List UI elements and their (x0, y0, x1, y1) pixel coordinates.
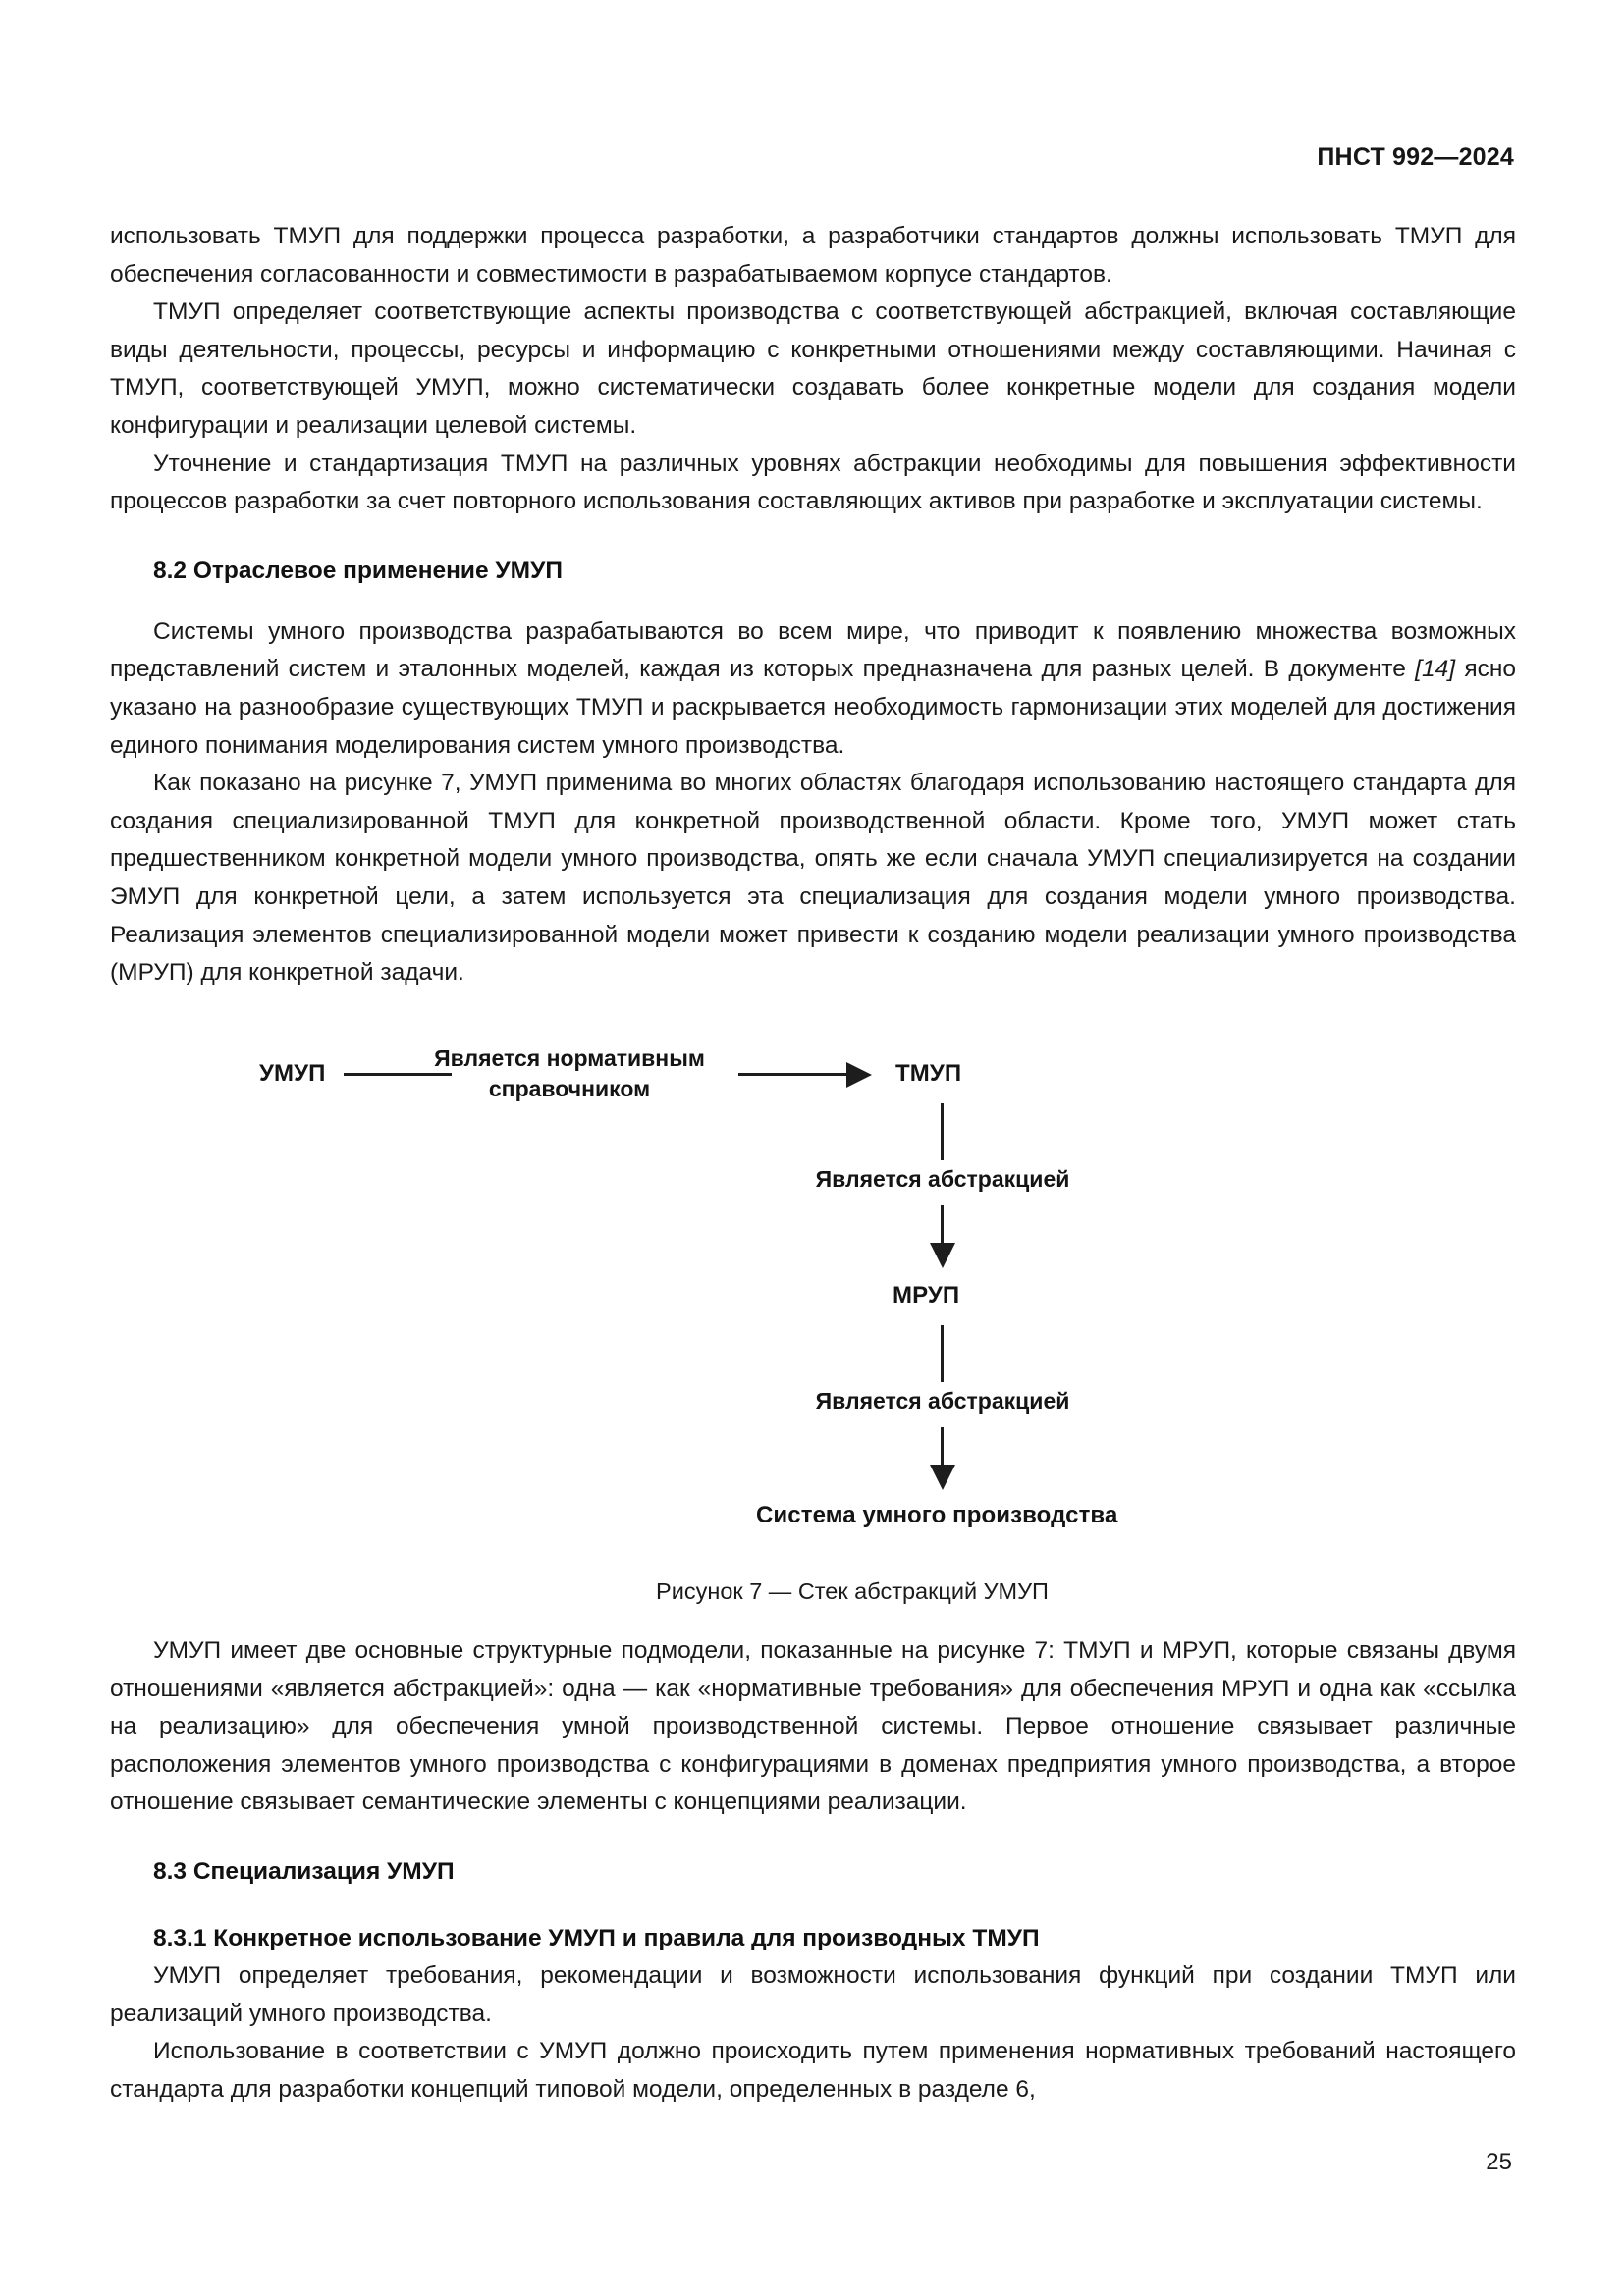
diagram-edge-label-normative (412, 1043, 727, 1104)
diagram-edge-label-abstraction-2: Является абстракцией (815, 1388, 1070, 1414)
diagram-node-umup: УМУП (259, 1060, 326, 1087)
diagram-arrowhead-to-mrup (930, 1243, 955, 1268)
paragraph-tmup-definition: ТМУП определяет соответствующие аспекты производства с соответствующей абстракцией, включая составляющие виды деятельности, процессы, ресурсы и информацию с конкретными отношениями между составляющими. Начиная с ТМУП, соответствующей УМУП, можно систематически создавать более конкретные модели для создания модели конфигурации и реализации целевой системы. (110, 298, 1516, 439)
paragraph-figure7-reference: Как показано на рисунке 7, УМУП применима во многих областях благодаря использованию настоящего стандарта для создания специализированной ТМУП для конкретной производственной области. Кроме того, УМУП может стать предшественником конкретной модели умного производства, опять же если сначала УМУП специализируется на создании ЭМУП для конкретной цели, а затем используется эта специализация для создания модели умного производства. Реализация элементов специализированной модели может привести к созданию модели реализации умного производства (МРУП) для конкретной задачи. (110, 770, 1516, 987)
figure-caption: Рисунок 7 — Стек абстракций УМУП (656, 1578, 1049, 1604)
main-text-column-lower (110, 1632, 1516, 2109)
main-text-column-upper (110, 218, 1516, 992)
section-heading-8-3: 8.3 Специализация УМУП (153, 1857, 455, 1885)
paragraph-umup-submodels: УМУП имеет две основные структурные подмодели, показанные на рисунке 7: ТМУП и МРУП, которые связаны двумя отношениями «является абстракцией»: одна — как «нормативные требования» для обеспечения МРУП и одна как «ссылка на реализацию» для обеспечения умной производственной системы. Первое отношение связывает различные расположения элементов умного производства с конфигурациями в доменах предприятия умного производства, а второе отношение связывает семантические элементы с концепциями реализации. (110, 1637, 1516, 1816)
paragraph-smart-manufacturing-systems (110, 614, 1516, 765)
diagram-arrowhead-to-tmup (846, 1062, 872, 1088)
paragraph-text-part-1: Системы умного производства разрабатываются во всем мире, что приводит к появлению множества возможных представлений систем и эталонных моделей, каждая из которых предназначена для разных целей. В документе (110, 617, 1516, 683)
diagram-node-smart-manufacturing-system: Система умного производства (756, 1502, 1118, 1528)
diagram-arrowhead-to-system (930, 1465, 955, 1490)
figure-diagram-canvas (149, 1019, 1555, 1528)
bibliography-reference: [14] (1415, 656, 1456, 683)
document-header-standard-id: ПНСТ 992—2024 (1317, 143, 1514, 171)
diagram-connector-tmup-to-label1 (941, 1103, 944, 1160)
paragraph-continuation: использовать ТМУП для поддержки процесса разработки, а разработчики стандартов должны использовать ТМУП для обеспечения согласованности и совместимости в разрабатываемом корпусе стандартов. (110, 223, 1516, 288)
paragraph-text-part-2: ясно указано на разнообразие существующих ТМУП и раскрывается необходимость гармонизации этих моделей для достижения единого понимания моделирования систем умного производства. (110, 656, 1516, 759)
edge-label-line-1: Является нормативным (434, 1045, 705, 1071)
section-heading-8-2: 8.2 Отраслевое применение УМУП (153, 557, 563, 584)
paragraph-refinement: Уточнение и стандартизация ТМУП на различных уровнях абстракции необходимы для повышения эффективности процессов разработки за счет повторного использования составляющих активов при разработке и эксплуатации системы. (110, 450, 1516, 515)
edge-label-line-2: справочником (488, 1076, 651, 1101)
section-heading-8-3-1: 8.3.1 Конкретное использование УМУП и правила для производных ТМУП (153, 1924, 1040, 1951)
diagram-node-mrup: МРУП (893, 1282, 960, 1308)
paragraph-umup-requirements: УМУП определяет требования, рекомендации и возможности использования функций при создании ТМУП или реализаций умного производства. (110, 1961, 1516, 2027)
page-number: 25 (1486, 2149, 1512, 2175)
diagram-connector-mrup-to-label2 (941, 1325, 944, 1382)
diagram-node-tmup: ТМУП (895, 1060, 962, 1087)
diagram-edge-label-abstraction-1: Является абстракцией (815, 1166, 1070, 1192)
diagram-connector-line-right (738, 1073, 848, 1076)
figure-7-abstraction-stack (149, 1019, 1555, 1604)
paragraph-usage-conformance: Использование в соответствии с УМУП должно происходить путем применения нормативных требований настоящего стандарта для разработки концепций типовой модели, определенных в разделе 6, (110, 2038, 1516, 2103)
